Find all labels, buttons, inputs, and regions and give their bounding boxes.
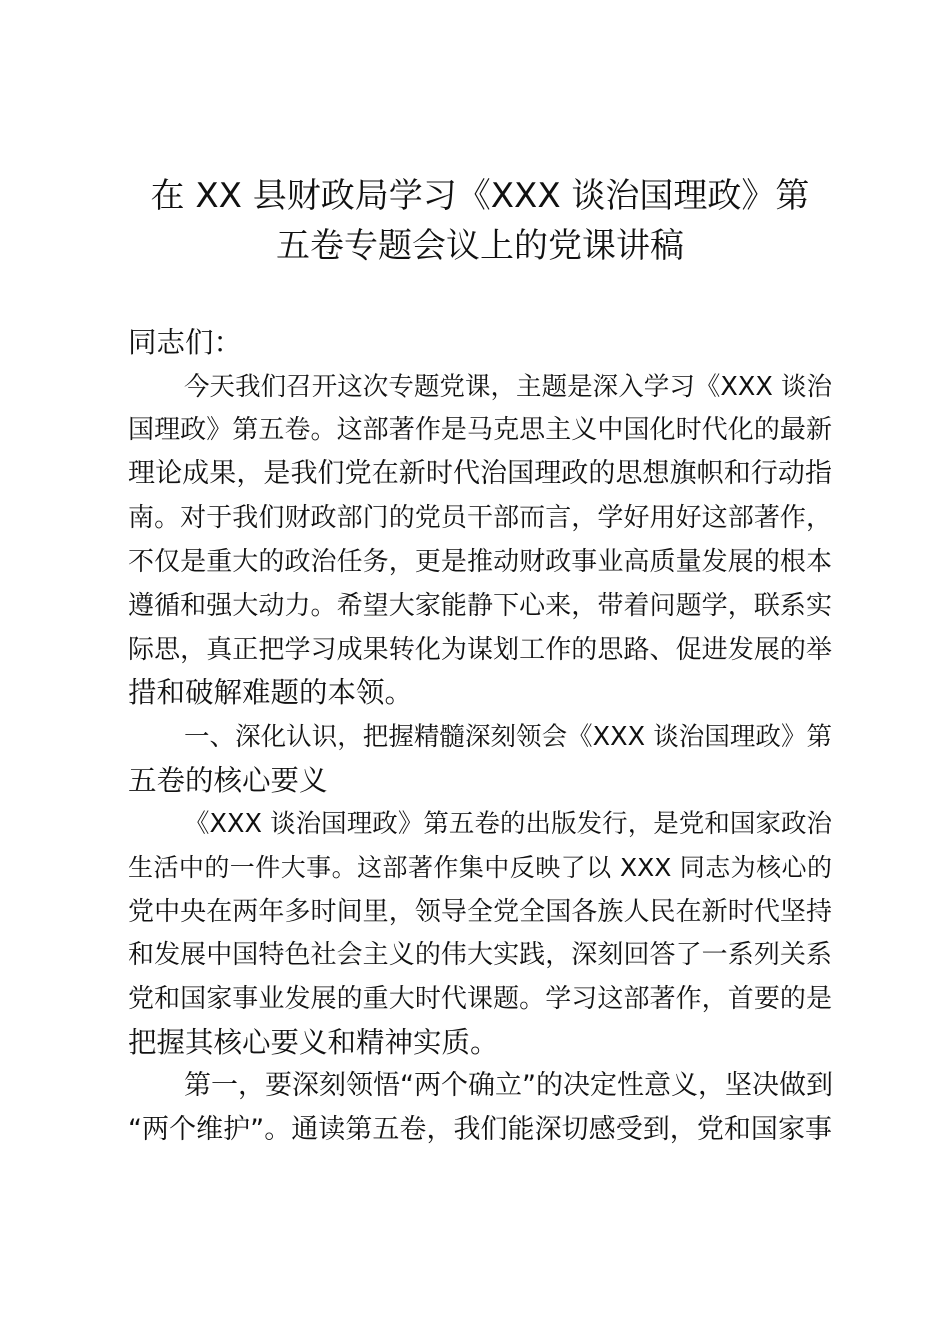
paragraph-2-line: 和发展中国特色社会主义的伟大实践，深刻回答了一系列关系 — [128, 940, 832, 970]
paragraph-2-line: 生活中的一件大事。这部著作集中反映了以 XXX 同志为核心的 — [128, 853, 832, 882]
salutation: 同志们： — [128, 326, 243, 359]
paragraph-2-line: 党和国家事业发展的重大时代课题。学习这部著作，首要的是 — [128, 984, 832, 1014]
paragraph-3-line: “两个维护”。通读第五卷，我们能深切感受到，党和国家事 — [128, 1114, 832, 1145]
paragraph-1-line: 南。对于我们财政部门的党员干部而言，学好用好这部著作， — [128, 503, 832, 533]
section-heading-line: 一、深化认识，把握精髓深刻领会《XXX 谈治国理政》第 — [184, 722, 832, 752]
paragraph-1-line: 遵循和强大动力。希望大家能静下心来，带着问题学，联系实 — [128, 591, 832, 621]
document-title-line-2: 五卷专题会议上的党课讲稿 — [276, 226, 684, 266]
document-title-line-1: 在 XX 县财政局学习《XXX 谈治国理政》第 — [150, 176, 810, 216]
paragraph-1-line: 不仅是重大的政治任务，更是推动财政事业高质量发展的根本 — [128, 547, 832, 577]
paragraph-2-line: 《XXX 谈治国理政》第五卷的出版发行，是党和国家政治 — [184, 809, 832, 839]
paragraph-2-line: 把握其核心要义和精神实质。 — [128, 1026, 499, 1059]
paragraph-1-line: 今天我们召开这次专题党课，主题是深入学习《XXX 谈治 — [184, 372, 832, 402]
paragraph-1-line: 措和破解难题的本领。 — [128, 676, 414, 709]
paragraph-1-line: 国理政》第五卷。这部著作是马克思主义中国化时代化的最新 — [128, 415, 832, 445]
paragraph-3-line: 第一，要深刻领悟“两个确立”的决定性意义，坚决做到 — [184, 1070, 833, 1101]
paragraph-1-line: 理论成果，是我们党在新时代治国理政的思想旗帜和行动指 — [128, 458, 832, 489]
paragraph-2-line: 党中央在两年多时间里，领导全党全国各族人民在新时代坚持 — [128, 897, 832, 927]
paragraph-1-line: 际思，真正把学习成果转化为谋划工作的思路、促进发展的举 — [128, 635, 832, 665]
section-heading-line: 五卷的核心要义 — [128, 764, 328, 797]
